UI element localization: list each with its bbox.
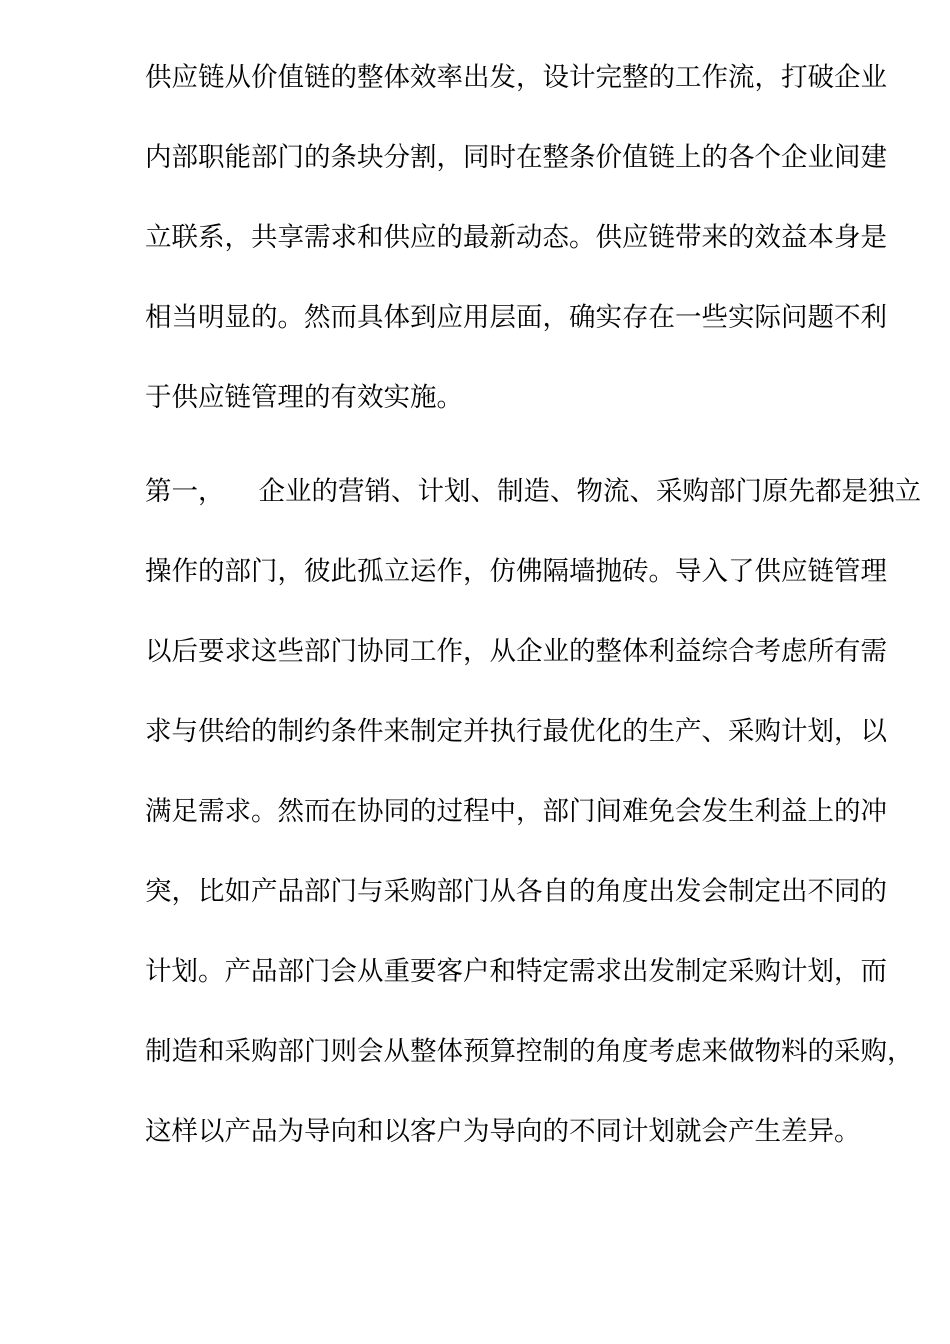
paragraph-2-line-3: 以后要求这些部门协同工作，从企业的整体利益综合考虑所有需 [145,636,887,667]
paragraph-2-lead: 第一， [145,476,225,507]
paragraph-1-line-3: 立联系，共享需求和供应的最新动态。供应链带来的效益本身是 [145,222,887,253]
paragraph-1-line-5: 于供应链管理的有效实施。 [145,382,463,413]
paragraph-2-line-9: 这样以产品为导向和以客户为导向的不同计划就会产生差异。 [145,1116,861,1147]
paragraph-1-line-1: 供应链从价值链的整体效率出发，设计完整的工作流，打破企业 [145,62,887,93]
paragraph-2-line-5: 满足需求。然而在协同的过程中，部门间难免会发生利益上的冲 [145,796,887,827]
paragraph-2-first-line-rest: 企业的营销、计划、制造、物流、采购部门原先都是独立 [258,476,921,507]
paragraph-1-line-2: 内部职能部门的条块分割，同时在整条价值链上的各个企业间建 [145,142,887,173]
paragraph-2-line-8: 制造和采购部门则会从整体预算控制的角度考虑来做物料的采购， [145,1036,914,1067]
paragraph-2-line-7: 计划。产品部门会从重要客户和特定需求出发制定采购计划，而 [145,956,887,987]
paragraph-2-line-6: 突，比如产品部门与采购部门从各自的角度出发会制定出不同的 [145,876,887,907]
paragraph-2-line-2: 操作的部门，彼此孤立运作，仿佛隔墙抛砖。导入了供应链管理 [145,556,887,587]
paragraph-2-line-1 [145,472,921,512]
paragraph-1-line-4: 相当明显的。然而具体到应用层面，确实存在一些实际问题不利 [145,302,887,333]
paragraph-2-line-4: 求与供给的制约条件来制定并执行最优化的生产、采购计划，以 [145,716,887,747]
